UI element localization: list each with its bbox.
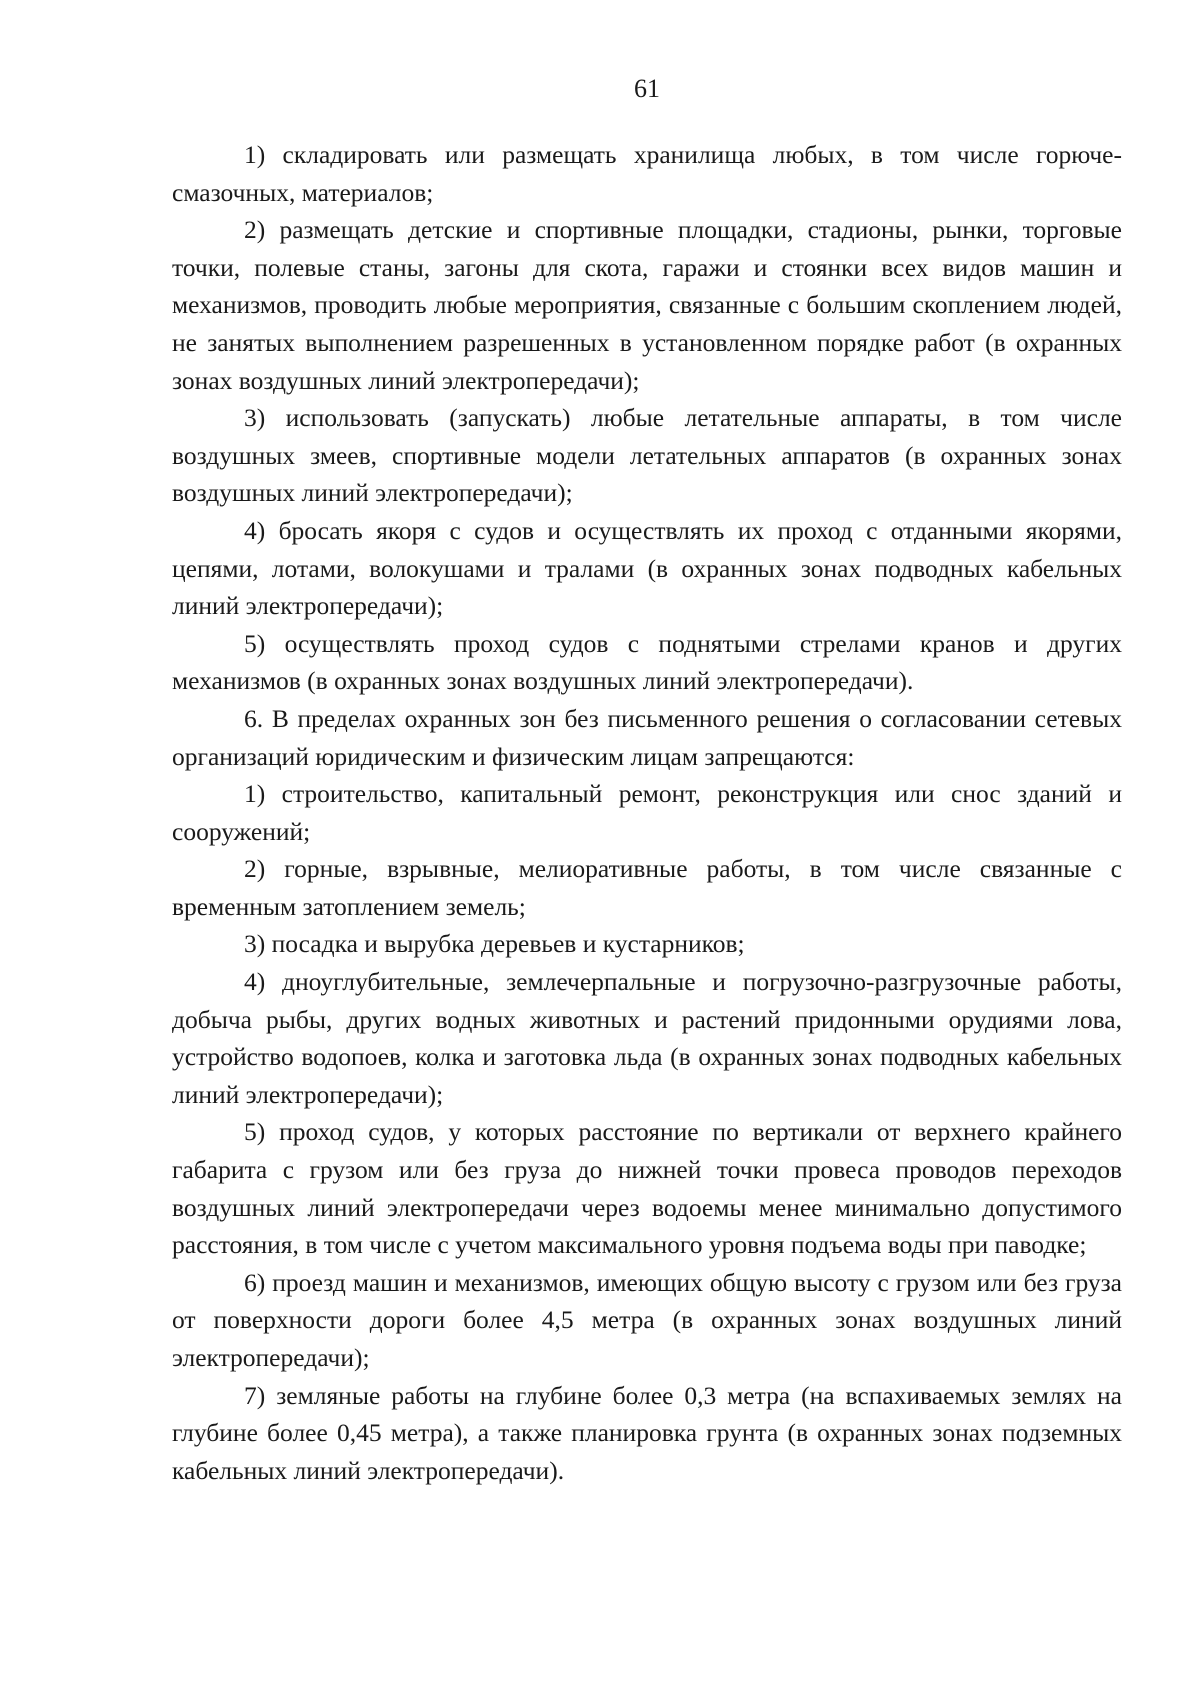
document-body (172, 136, 1122, 1489)
paragraph-sub-item-2: 2) горные, взрывные, мелиоративные работы, в том числе связанные с временным затоплением земель; (172, 854, 1122, 921)
paragraph-sub-item-4: 4) дноуглубительные, землечерпальные и погрузочно-разгрузочные работы, добыча рыбы, других водных животных и растений придонными орудиями лова, устройство водопоев, колка и заготовка льда (в охранных зонах подводных кабельных линий электропередачи); (172, 967, 1122, 1109)
paragraph-item-5: 5) осуществлять проход судов с поднятыми стрелами кранов и других механизмов (в охранных зонах воздушных линий электропередачи). (172, 628, 1122, 696)
paragraph-sub-item-6: 6) проезд машин и механизмов, имеющих общую высоту с грузом или без груза от поверхности дороги более 4,5 метра (в охранных зонах воздушных линий электропередачи); (172, 1267, 1122, 1372)
paragraph-item-4: 4) бросать якоря с судов и осуществлять их проход с отданными якорями, цепями, лотами, волокушами и тралами (в охранных зонах подводных кабельных линий электропередачи); (172, 515, 1122, 621)
paragraph-sub-item-3: 3) посадка и вырубка деревьев и кустарников; (244, 929, 745, 959)
paragraph-section-6: 6. В пределах охранных зон без письменного решения о согласовании сетевых организаций юридическим и физическим лицам запрещаются: (172, 703, 1122, 771)
document-page (172, 0, 1122, 1696)
paragraph-item-2: 2) размещать детские и спортивные площадки, стадионы, рынки, торговые точки, полевые станы, загоны для скота, гаражи и стоянки всех видов машин и механизмов, проводить любые мероприятия, связанные с большим скоплением людей, не занятых выполнением разрешенных в установленном порядке работ (в охранных зонах воздушных линий электропередачи); (172, 215, 1122, 395)
paragraph-sub-item-5: 5) проход судов, у которых расстояние по вертикали от верхнего крайнего габарита с грузом или без груза до нижней точки провеса проводов переходов воздушных линий электропередачи через водоемы менее минимально допустимого расстояния, в том числе с учетом максимального уровня подъема воды при паводке; (172, 1117, 1122, 1260)
paragraph-sub-item-1: 1) строительство, капитальный ремонт, реконструкция или снос зданий и сооружений; (172, 779, 1122, 846)
page-number: 61 (634, 74, 660, 103)
paragraph-sub-item-7: 7) земляные работы на глубине более 0,3 метра (на вспахиваемых землях на глубине более 0,45 метра), а также планировка грунта (в охранных зонах подземных кабельных линий электропередачи). (172, 1380, 1122, 1485)
paragraph-item-1: 1) складировать или размещать хранилища любых, в том числе горюче-смазочных, материалов; (172, 140, 1122, 207)
paragraph-item-3: 3) использовать (запускать) любые летательные аппараты, в том числе воздушных змеев, спортивные модели летательных аппаратов (в охранных зонах воздушных линий электропередачи); (172, 403, 1122, 508)
